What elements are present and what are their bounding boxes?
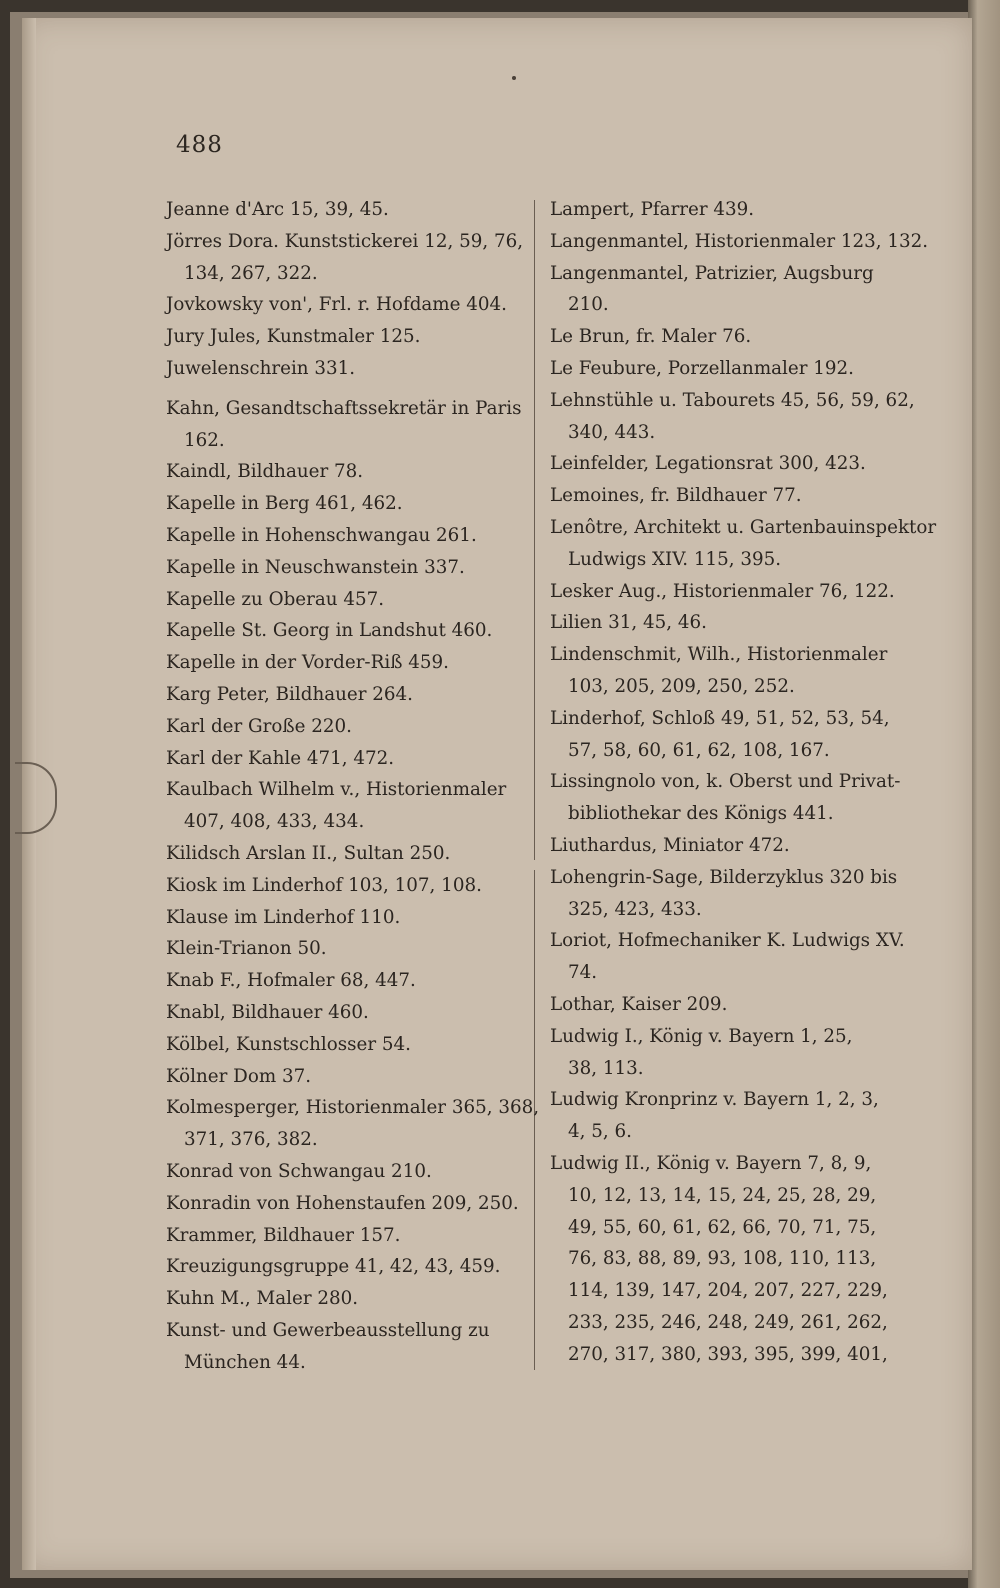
index-entry-line: Jeanne d'Arc 15, 39, 45. xyxy=(166,199,389,220)
index-entry xyxy=(166,1156,546,1188)
index-entry xyxy=(550,989,926,1021)
index-entry-line: Linderhof, Schloß 49, 51, 52, 53, 54, xyxy=(550,707,890,729)
adjacent-page-edge xyxy=(968,0,1000,1588)
index-entry-line: Kunst- und Gewerbeausstellung zu xyxy=(166,1319,490,1341)
index-entry xyxy=(166,353,546,385)
index-entry-line: Kreuzigungsgruppe 41, 42, 43, 459. xyxy=(166,1256,501,1278)
letter-section-gap xyxy=(166,385,546,393)
index-entry xyxy=(166,774,546,838)
index-entry-line: Lothar, Kaiser 209. xyxy=(550,993,728,1015)
index-entry-continuation: 325, 423, 433. xyxy=(568,898,702,920)
index-column-right xyxy=(550,194,937,1370)
index-entry-line: Kapelle in Hohenschwangau 261. xyxy=(166,524,477,546)
index-entry-line: Kapelle zu Oberau 457. xyxy=(166,588,385,610)
index-entry-continuation: 38, 113. xyxy=(568,1057,644,1079)
index-entry-continuation: 76, 83, 88, 89, 93, 108, 110, 113, xyxy=(568,1248,877,1270)
index-entry xyxy=(166,488,546,520)
index-entry-line: Leinfelder, Legationsrat 300, 423. xyxy=(550,453,866,475)
index-entry-line: Konradin von Hohenstaufen 209, 250. xyxy=(166,1192,519,1214)
index-entry xyxy=(166,1061,546,1093)
index-entry xyxy=(166,1251,546,1283)
index-entry xyxy=(166,997,546,1029)
index-entry xyxy=(550,512,937,576)
index-entry-line: Karl der Große 220. xyxy=(166,715,352,737)
index-entry-line: Langenmantel, Patrizier, Augsburg xyxy=(550,262,874,284)
index-entry-line: Kapelle in Neuschwanstein 337. xyxy=(166,556,465,578)
index-entry-line: Ludwig Kronprinz v. Bayern 1, 2, 3, xyxy=(550,1089,879,1111)
index-column-left xyxy=(166,194,546,1378)
index-entry xyxy=(166,711,546,743)
index-entry xyxy=(550,862,926,926)
index-entry xyxy=(166,1220,546,1252)
index-entry xyxy=(550,1084,926,1148)
index-entry-continuation: Ludwigs XIV. 115, 395. xyxy=(568,548,782,570)
index-entry-continuation: 103, 205, 209, 250, 252. xyxy=(568,675,795,697)
index-entry-line: Karg Peter, Bildhauer 264. xyxy=(166,683,413,705)
index-entry xyxy=(550,480,926,512)
index-entry-line: Kölbel, Kunstschlosser 54. xyxy=(166,1033,411,1055)
index-entry-continuation: 134, 267, 322. xyxy=(184,262,318,284)
index-entry-line: Langenmantel, Historienmaler 123, 132. xyxy=(550,230,929,252)
index-entry-continuation: 49, 55, 60, 61, 62, 66, 70, 71, 75, xyxy=(568,1216,877,1238)
index-entry-line: Kapelle St. Georg in Landshut 460. xyxy=(166,620,493,642)
index-entry xyxy=(166,584,546,616)
index-entry xyxy=(166,965,546,997)
index-entry xyxy=(166,226,546,290)
index-entry xyxy=(166,679,546,711)
index-entry xyxy=(550,925,926,989)
index-entry xyxy=(166,1283,546,1315)
index-entry-line: Le Brun, fr. Maler 76. xyxy=(550,326,752,348)
index-entry xyxy=(550,1021,926,1085)
index-entry xyxy=(550,321,926,353)
index-entry-continuation: 210. xyxy=(568,294,609,316)
index-entry xyxy=(550,607,926,639)
index-entry-continuation: 270, 317, 380, 393, 395, 399, 401, xyxy=(568,1343,888,1365)
index-entry-line: Krammer, Bildhauer 157. xyxy=(166,1224,401,1246)
index-entry xyxy=(166,321,546,353)
index-entry xyxy=(166,902,546,934)
index-entry-line: Klein-Trianon 50. xyxy=(166,938,327,960)
index-entry-line: Klause im Linderhof 110. xyxy=(166,906,401,928)
index-entry xyxy=(166,615,546,647)
index-entry-continuation: 4, 5, 6. xyxy=(568,1121,632,1143)
index-entry xyxy=(550,576,926,608)
index-entry xyxy=(166,743,546,775)
index-entry-line: Ludwig I., König v. Bayern 1, 25, xyxy=(550,1025,853,1047)
index-entry xyxy=(166,933,546,965)
index-entry xyxy=(550,766,926,830)
index-entry-line: Kapelle in Berg 461, 462. xyxy=(166,493,403,515)
index-entry xyxy=(550,385,926,449)
index-entry xyxy=(166,1029,546,1061)
index-entry-continuation: 407, 408, 433, 434. xyxy=(184,811,365,833)
index-entry-line: Lesker Aug., Historienmaler 76, 122. xyxy=(550,580,895,602)
index-entry xyxy=(166,552,546,584)
index-entry-line: Kapelle in der Vorder-Riß 459. xyxy=(166,652,449,674)
ink-speck xyxy=(512,76,516,80)
index-entry xyxy=(550,353,926,385)
index-entry-line: Kolmesperger, Historienmaler 365, 368, xyxy=(166,1097,540,1119)
index-entry-line: Lenôtre, Architekt u. Gartenbauinspektor xyxy=(550,516,937,538)
index-entry-line: Juwelenschrein 331. xyxy=(166,357,356,379)
index-entry-line: Lissingnolo von, k. Oberst und Privat- xyxy=(550,771,901,793)
index-entry-line: Lindenschmit, Wilh., Historienmaler xyxy=(550,644,888,666)
index-entry-line: Loriot, Hofmechaniker K. Ludwigs XV. xyxy=(550,930,905,952)
index-entry xyxy=(166,1188,546,1220)
index-entry-continuation: bibliothekar des Königs 441. xyxy=(568,803,834,825)
index-entry xyxy=(550,703,926,767)
index-entry-continuation: 74. xyxy=(568,962,598,984)
index-entry xyxy=(166,1315,546,1379)
index-entry xyxy=(166,520,546,552)
index-entry-line: Ludwig II., König v. Bayern 7, 8, 9, xyxy=(550,1152,872,1174)
index-entry xyxy=(166,194,546,226)
index-entry xyxy=(550,639,926,703)
index-entry xyxy=(166,456,546,488)
index-entry xyxy=(166,838,546,870)
index-entry xyxy=(550,448,926,480)
index-entry xyxy=(166,393,546,457)
index-entry-continuation: 233, 235, 246, 248, 249, 261, 262, xyxy=(568,1311,888,1333)
index-entry xyxy=(550,226,929,258)
index-entry-line: Liuthardus, Miniator 472. xyxy=(550,834,790,856)
index-entry-continuation: 340, 443. xyxy=(568,421,656,443)
index-entry-continuation: München 44. xyxy=(184,1351,306,1373)
index-entry-line: Konrad von Schwangau 210. xyxy=(166,1160,432,1182)
index-entry-line: Lehnstühle u. Tabourets 45, 56, 59, 62, xyxy=(550,389,915,411)
index-entry-line: Lohengrin-Sage, Bilderzyklus 320 bis xyxy=(550,866,898,888)
index-entry-line: Le Feubure, Porzellanmaler 192. xyxy=(550,357,854,379)
index-entry-line: Jury Jules, Kunstmaler 125. xyxy=(166,326,421,348)
index-entry xyxy=(550,194,926,226)
index-entry-line: Lampert, Pfarrer 439. xyxy=(550,199,755,220)
index-entry-continuation: 10, 12, 13, 14, 15, 24, 25, 28, 29, xyxy=(568,1184,877,1206)
index-entry xyxy=(166,647,546,679)
index-entry xyxy=(550,1148,926,1371)
index-entry-line: Knab F., Hofmaler 68, 447. xyxy=(166,970,416,992)
index-entry-line: Kölner Dom 37. xyxy=(166,1065,312,1087)
index-entry-line: Lemoines, fr. Bildhauer 77. xyxy=(550,485,802,507)
index-entry xyxy=(166,870,546,902)
index-entry-line: Kahn, Gesandtschaftssekretär in Paris xyxy=(166,397,522,419)
index-entry-continuation: 371, 376, 382. xyxy=(184,1129,318,1151)
index-entry-continuation: 114, 139, 147, 204, 207, 227, 229, xyxy=(568,1280,888,1302)
index-entry-line: Kiosk im Linderhof 103, 107, 108. xyxy=(166,874,482,896)
index-entry-line: Karl der Kahle 471, 472. xyxy=(166,747,395,769)
index-entry-line: Kuhn M., Maler 280. xyxy=(166,1288,359,1310)
page-number: 488 xyxy=(176,132,223,158)
index-entry xyxy=(550,830,926,862)
index-entry xyxy=(550,258,926,322)
index-entry xyxy=(166,289,546,321)
index-entry-line: Kilidsch Arslan II., Sultan 250. xyxy=(166,842,451,864)
index-entry-line: Jörres Dora. Kunststickerei 12, 59, 76, xyxy=(166,230,524,252)
index-entry-continuation: 162. xyxy=(184,429,225,451)
index-entry-line: Jovkowsky von', Frl. r. Hofdame 404. xyxy=(166,294,507,316)
index-entry-continuation: 57, 58, 60, 61, 62, 108, 167. xyxy=(568,739,830,761)
index-entry-line: Kaindl, Bildhauer 78. xyxy=(166,461,364,483)
index-entry-line: Knabl, Bildhauer 460. xyxy=(166,1001,369,1023)
index-entry-line: Lilien 31, 45, 46. xyxy=(550,612,707,634)
index-entry-line: Kaulbach Wilhelm v., Historienmaler xyxy=(166,779,507,801)
index-entry xyxy=(166,1092,546,1156)
